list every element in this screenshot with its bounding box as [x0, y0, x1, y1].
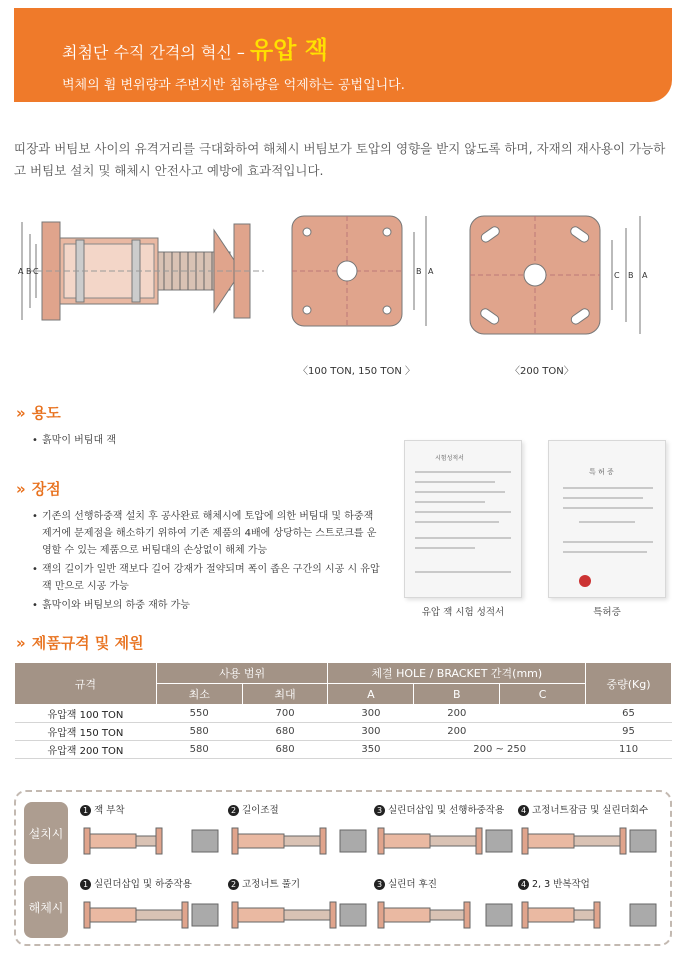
- cell-min: 550: [156, 705, 242, 723]
- plate-small: [292, 216, 434, 326]
- step-text: 잭 부착: [94, 805, 125, 816]
- dismantle-step: [228, 876, 374, 940]
- step-text: 2, 3 반복작업: [532, 879, 590, 890]
- cell-weight: 65: [586, 705, 672, 723]
- dim-label-b-plate-large: B: [628, 271, 634, 280]
- title-accent: 유압 잭: [250, 36, 328, 64]
- jack-step-illustration: [518, 816, 664, 862]
- merit-item: • 기존의 선행하중잭 설치 후 공사완료 해체시에 토압에 의한 버팀대 및 하중잭 제거에 문제점을 해소하기 위하여 기존 제품의 4배에 상당하는 스트로크를 운영할 수 있는 제품으로 버팀대의 손상없이 해체 가능: [32, 508, 382, 559]
- merit-item: • 잭의 길이가 일반 잭보다 길어 강재가 절약되며 폭이 좁은 구간의 시공 시 유압 잭 만으로 시공 가능: [32, 561, 382, 595]
- dim-label-c: C: [33, 267, 39, 276]
- dismantle-step: [518, 876, 664, 940]
- cell-name: 유압잭 150 TON: [15, 723, 157, 741]
- spec-heading-label: 제품규격 및 제원: [31, 634, 144, 652]
- merit-item: • 흙막이와 버팀보의 하중 재하 가능: [32, 597, 382, 614]
- caption-large-plate: 〈200 TON〉: [510, 366, 574, 377]
- cell-min: 580: [156, 723, 242, 741]
- dismantle-step: [80, 876, 226, 940]
- header-min: 최소: [156, 684, 242, 705]
- merits-heading-label: 장점: [31, 480, 61, 498]
- dim-label-b-plate-small: B: [416, 267, 422, 276]
- jack-drawings: [14, 200, 672, 380]
- patent-seal-icon: [579, 575, 591, 587]
- jack-step-illustration: [374, 890, 520, 936]
- install-step: [374, 802, 520, 866]
- step-text: 실린더삽입 및 선행하중작용: [388, 805, 505, 816]
- cell-b: 200: [414, 723, 500, 741]
- cell-weight: 95: [586, 723, 672, 741]
- dim-label-a-plate-large: A: [642, 271, 648, 280]
- install-step: [518, 802, 664, 866]
- usage-heading-label: 용도: [31, 404, 61, 422]
- header-c: C: [500, 684, 586, 705]
- table-row: [15, 705, 672, 723]
- cell-b: 200: [414, 705, 500, 723]
- dim-label-a-plate-small: A: [428, 267, 434, 276]
- cell-min: 580: [156, 741, 242, 759]
- cell-name: 유압잭 100 TON: [15, 705, 157, 723]
- jack-step-illustration: [80, 890, 226, 936]
- jack-step-illustration: [374, 816, 520, 862]
- install-label: 설치시: [24, 802, 68, 864]
- chevron-icon: »: [16, 479, 22, 498]
- patent-image: [548, 440, 666, 598]
- step-number: 1: [80, 805, 91, 816]
- usage-item: • 흙막이 버팀대 잭: [32, 432, 372, 449]
- patent-caption: 특허증: [593, 607, 621, 618]
- header-a: A: [328, 684, 414, 705]
- header-weight: 중량(Kg): [586, 663, 672, 705]
- usage-heading: [16, 402, 61, 423]
- header-gap: 체결 HOLE / BRACKET 간격(mm): [328, 663, 586, 684]
- chevron-icon: »: [16, 403, 22, 422]
- cell-c: [500, 705, 586, 723]
- cell-max: 680: [242, 723, 328, 741]
- cell-weight: 110: [586, 741, 672, 759]
- plate-large: [470, 216, 648, 334]
- test-report-title: 시험성적서: [435, 455, 464, 462]
- table-row: [15, 723, 672, 741]
- page-subtitle: 벽체의 휨 변위량과 주변지반 침하량을 억제하는 공법입니다.: [62, 78, 405, 93]
- cell-a: 300: [328, 723, 414, 741]
- cell-name: 유압잭 200 TON: [15, 741, 157, 759]
- cell-bc: 200 ~ 250: [414, 741, 586, 759]
- spec-table: [14, 662, 672, 759]
- cell-a: 300: [328, 705, 414, 723]
- merits-heading: [16, 478, 61, 499]
- cell-max: 680: [242, 741, 328, 759]
- install-step: [228, 802, 374, 866]
- cell-max: 700: [242, 705, 328, 723]
- table-row: [15, 741, 672, 759]
- process-panel: [14, 790, 672, 946]
- header-banner: [14, 8, 672, 102]
- jack-step-illustration: [518, 890, 664, 936]
- patent-title: 특 허 증: [589, 468, 614, 476]
- step-text: 길이조절: [242, 805, 279, 816]
- step-text: 고정너트 풀기: [242, 879, 301, 890]
- cell-c: [500, 723, 586, 741]
- dismantle-step: [374, 876, 520, 940]
- header-range: 사용 범위: [156, 663, 328, 684]
- step-text: 실린더 후진: [388, 879, 437, 890]
- dim-label-b: B: [26, 267, 32, 276]
- step-number: 2: [228, 805, 239, 816]
- dim-label-c-plate-large: C: [614, 271, 620, 280]
- jack-side-view: [18, 222, 264, 320]
- step-number: 4: [518, 879, 529, 890]
- caption-small-plate: 〈100 TON, 150 TON 〉: [298, 366, 415, 377]
- jack-step-illustration: [228, 890, 374, 936]
- header-b: B: [414, 684, 500, 705]
- page-title: [62, 30, 328, 65]
- step-number: 1: [80, 879, 91, 890]
- test-report-image: [404, 440, 522, 598]
- install-step: [80, 802, 226, 866]
- header-max: 최대: [242, 684, 328, 705]
- cell-a: 350: [328, 741, 414, 759]
- step-text: 실린더삽입 및 하중작용: [94, 879, 192, 890]
- title-prefix: 최첨단 수직 간격의 혁신 –: [62, 43, 245, 62]
- jack-step-illustration: [228, 816, 374, 862]
- merits-list: [32, 508, 382, 616]
- dismantle-label: 해체시: [24, 876, 68, 938]
- spec-heading: [16, 632, 144, 653]
- header-spec: 규격: [15, 663, 157, 705]
- jack-step-illustration: [80, 816, 226, 862]
- dim-label-a: A: [18, 267, 24, 276]
- chevron-icon: »: [16, 633, 22, 652]
- jack-diagrams: [14, 200, 672, 380]
- step-number: 4: [518, 805, 529, 816]
- step-number: 3: [374, 879, 385, 890]
- step-number: 3: [374, 805, 385, 816]
- step-number: 2: [228, 879, 239, 890]
- usage-list: [32, 432, 372, 451]
- intro-paragraph: 띠장과 버팀보 사이의 유격거리를 극대화하여 해체시 버팀보가 토압의 영향을 받지 않도록 하며, 자재의 재사용이 가능하고 버팀보 설치 및 해체시 안전사고 예방에 효과적입니다.: [14, 141, 666, 178]
- test-report-caption: 유압 잭 시험 성적서: [421, 607, 505, 618]
- step-text: 고정너트잠금 및 실린더회수: [532, 805, 649, 816]
